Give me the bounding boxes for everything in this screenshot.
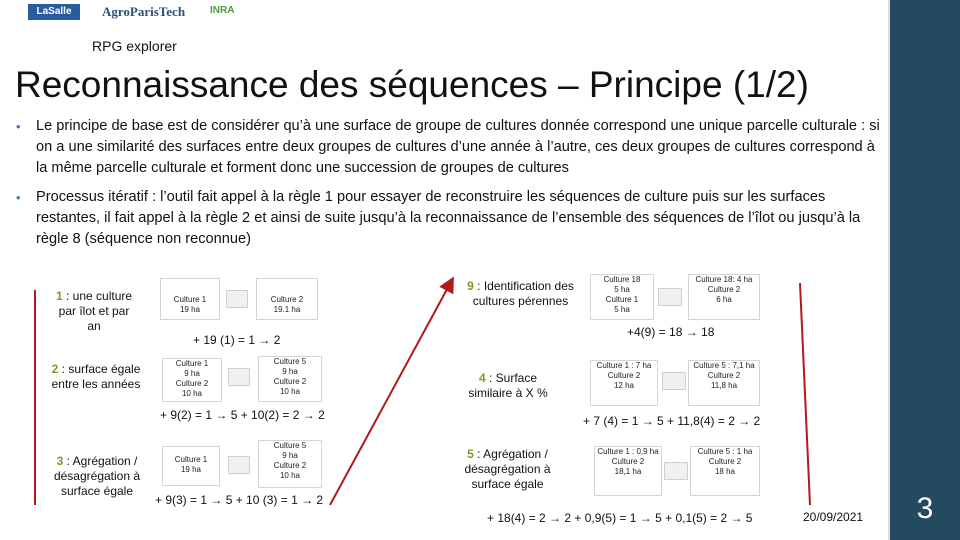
rule-9-after-box: Culture 18: 4 ha Culture 2 6 ha — [688, 274, 760, 320]
rule-2-formula: + 9(2) = 1 → 5 + 10(2) = 2 → 2 — [160, 408, 325, 422]
transition-arrow-icon — [226, 290, 248, 308]
bullet-icon: • — [16, 190, 21, 205]
rule-5-formula: + 18(4) = 2 → 2 + 0,9(5) = 1 → 5 + 0,1(5) = 2 → 5 — [487, 511, 753, 525]
diagonal-flow-arrow — [330, 280, 452, 505]
page-number: 3 — [916, 492, 934, 525]
rule-5-after-box: Culture 5 : 1 ha Culture 2 18 ha — [690, 446, 760, 496]
rule-4-before-box: Culture 1 : 7 ha Culture 2 12 ha — [590, 360, 658, 406]
rule-4-after-box: Culture 5 : 7,1 ha Culture 2 11,8 ha — [688, 360, 760, 406]
rule-2-label: 2 : surface égale entre les années — [51, 362, 141, 391]
bullet-icon: • — [16, 119, 21, 134]
transition-arrow-icon — [662, 372, 686, 390]
rule-1-label: 1 : une culture par îlot et par an — [55, 289, 133, 333]
transition-arrow-icon — [228, 456, 250, 474]
transition-arrow-icon — [658, 288, 682, 306]
rule-1-before-box: Culture 1 19 ha — [160, 278, 220, 320]
rule-3-after-box: Culture 5 9 ha Culture 2 10 ha — [258, 440, 322, 488]
rule-9-before-box: Culture 18 5 ha Culture 1 5 ha — [590, 274, 654, 320]
inra-logo: INRA — [210, 5, 235, 16]
rule-3-label: 3 : Agrégation / désagrégation à surface égale — [53, 454, 141, 498]
rule-3-before-box: Culture 1 19 ha — [162, 446, 220, 486]
rule-4-formula: + 7 (4) = 1 → 5 + 11,8(4) = 2 → 2 — [583, 414, 761, 428]
rule-1-formula: + 19 (1) = 1 → 2 — [193, 333, 281, 347]
lasalle-logo: LaSalle — [28, 4, 80, 20]
transition-arrow-icon — [228, 368, 250, 386]
presentation-subtitle: RPG explorer — [92, 38, 177, 54]
rule-5-label: 5 : Agrégation / désagrégation à surface égale — [464, 447, 551, 491]
rule-1-after-box: Culture 2 19.1 ha — [256, 278, 318, 320]
rule-3-formula: + 9(3) = 1 → 5 + 10 (3) = 1 → 2 — [155, 493, 324, 507]
right-flow-line — [800, 283, 810, 505]
bullet-text: Processus itératif : l’outil fait appel à la règle 1 pour essayer de reconstruire les séquences de culture puis sur les surfaces restantes, il fait appel à la règle 2 et ainsi de suite jusqu’à la reconnaissance de l’ensemble des séquences de l’îlot ou jusqu’à la règle 8 (séquence non reconnue) — [36, 189, 861, 247]
rule-5-before-box: Culture 1 : 0,9 ha Culture 2 18,1 ha — [594, 446, 662, 496]
rule-4-label: 4 : Surface similaire à X % — [468, 371, 548, 400]
agroparistech-logo: AgroParisTech — [102, 4, 186, 19]
transition-arrow-icon — [664, 462, 688, 480]
rule-9-formula: +4(9) = 18 → 18 — [627, 325, 715, 339]
rule-2-after-box: Culture 5 9 ha Culture 2 10 ha — [258, 356, 322, 402]
bullet-text: Le principe de base est de considérer qu’à une surface de groupe de cultures donnée correspond une unique parcelle culturale : si on a une similarité des surfaces entre deux groupes de cultures d’une année à l’autre, ces deux groupes de cultures correspond à la même parcelle culturale et forment donc une succession de groupes de cultures — [36, 118, 880, 176]
slide-title: Reconnaissance des séquences – Principe (1/2) — [15, 64, 809, 105]
slide-date: 20/09/2021 — [803, 510, 864, 524]
rule-2-before-box: Culture 1 9 ha Culture 2 10 ha — [162, 358, 222, 402]
rule-9-label: 9 : Identification des cultures pérennes — [467, 279, 574, 308]
